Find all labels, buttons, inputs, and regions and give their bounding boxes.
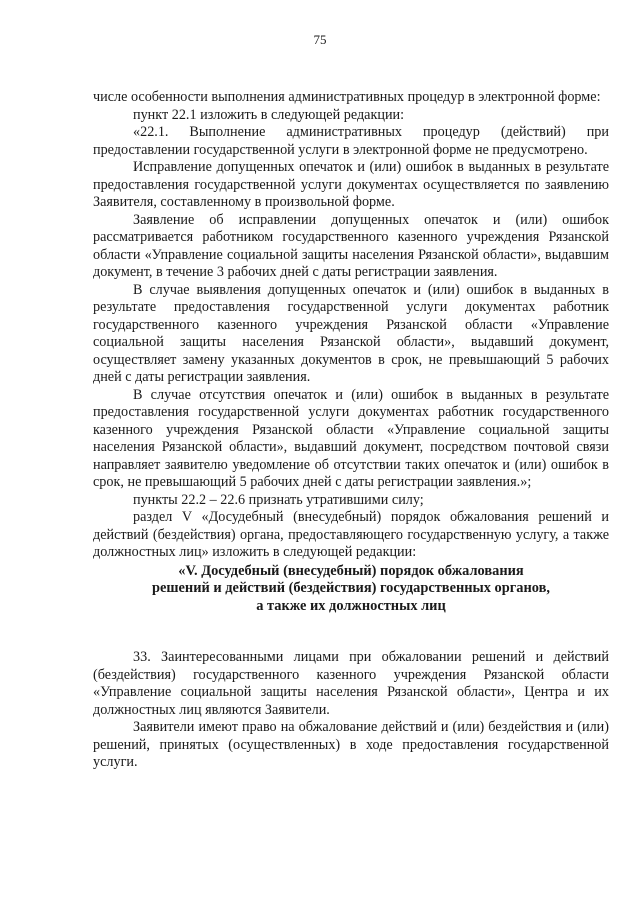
document-body xyxy=(93,89,609,772)
section-heading-line-1: «V. Досудебный (внесудебный) порядок обжалования xyxy=(178,562,524,579)
paragraph-22-1: «22.1. Выполнение административных процедур (действий) при предоставлении государственной услуги в электронной форме не предусмотрено. xyxy=(93,124,609,158)
paragraph-repealed-points: пункты 22.2 – 22.6 признать утратившими силу; xyxy=(133,491,424,508)
paragraph-section-v-intro: раздел V «Досудебный (внесудебный) порядок обжалования решений и действий (бездействия) органа, предоставляющего государственную услугу, а также должностных лиц» изложить в следующей редакции: xyxy=(93,509,609,560)
page-number: 75 xyxy=(313,32,327,47)
paragraph-corrections: Исправление допущенных опечаток и (или) ошибок в выданных в результате предоставления государственной услуги документах осуществляется по заявлению Заявителя, составленному в произвольной форме. xyxy=(93,159,609,210)
paragraph-application-review: Заявление об исправлении допущенных опечаток и (или) ошибок рассматривается работником государственного казенного учреждения Рязанской области «Управление социальной защиты населения Рязанской области», выдавшим документ, в течение 3 рабочих дней с даты регистрации заявления. xyxy=(93,211,609,280)
section-heading-line-2: решений и действий (бездействия) государственных органов, xyxy=(151,580,550,596)
paragraph-amendment-intro: пункт 22.1 изложить в следующей редакции: xyxy=(133,106,405,123)
paragraph-continuation: числе особенности выполнения административных процедур в электронной форме: xyxy=(93,89,601,105)
section-heading-line-3: а также их должностных лиц xyxy=(256,597,446,614)
paragraph-appeal-right: Заявители имеют право на обжалование действий и (или) бездействия и (или) решений, принятых (осуществленных) в ходе предоставления государственной услуги. xyxy=(93,719,609,770)
paragraph-33: 33. Заинтересованными лицами при обжаловании решений и действий (бездействия) государственного казенного учреждения Рязанской области «Управление социальной защиты населения Рязанской области», Центра и их должностных лиц являются Заявители. xyxy=(93,649,609,718)
section-heading xyxy=(93,563,609,616)
heading-spacer xyxy=(93,615,609,649)
paragraph-no-errors: В случае отсутствия опечаток и (или) ошибок в выданных в результате предоставления государственной услуги документах работник государственного казенного учреждения Рязанской области «Управление социальной защиты населения Рязанской области», выдавший документ, посредством почтовой связи направляет заявителю уведомление об отсутствии таких опечаток и (или) ошибок в срок, не превышающий 5 рабочих дней с даты регистрации заявления.»; xyxy=(93,386,609,490)
paragraph-errors-found: В случае выявления допущенных опечаток и (или) ошибок в выданных в результате предоставления государственной услуги документах работник государственного казенного учреждения Рязанской области «Управление социальной защиты населения Рязанской области», выдавший документ, осуществляет замену указанных документов в срок, не превышающий 5 рабочих дней с даты регистрации заявления. xyxy=(93,281,609,385)
